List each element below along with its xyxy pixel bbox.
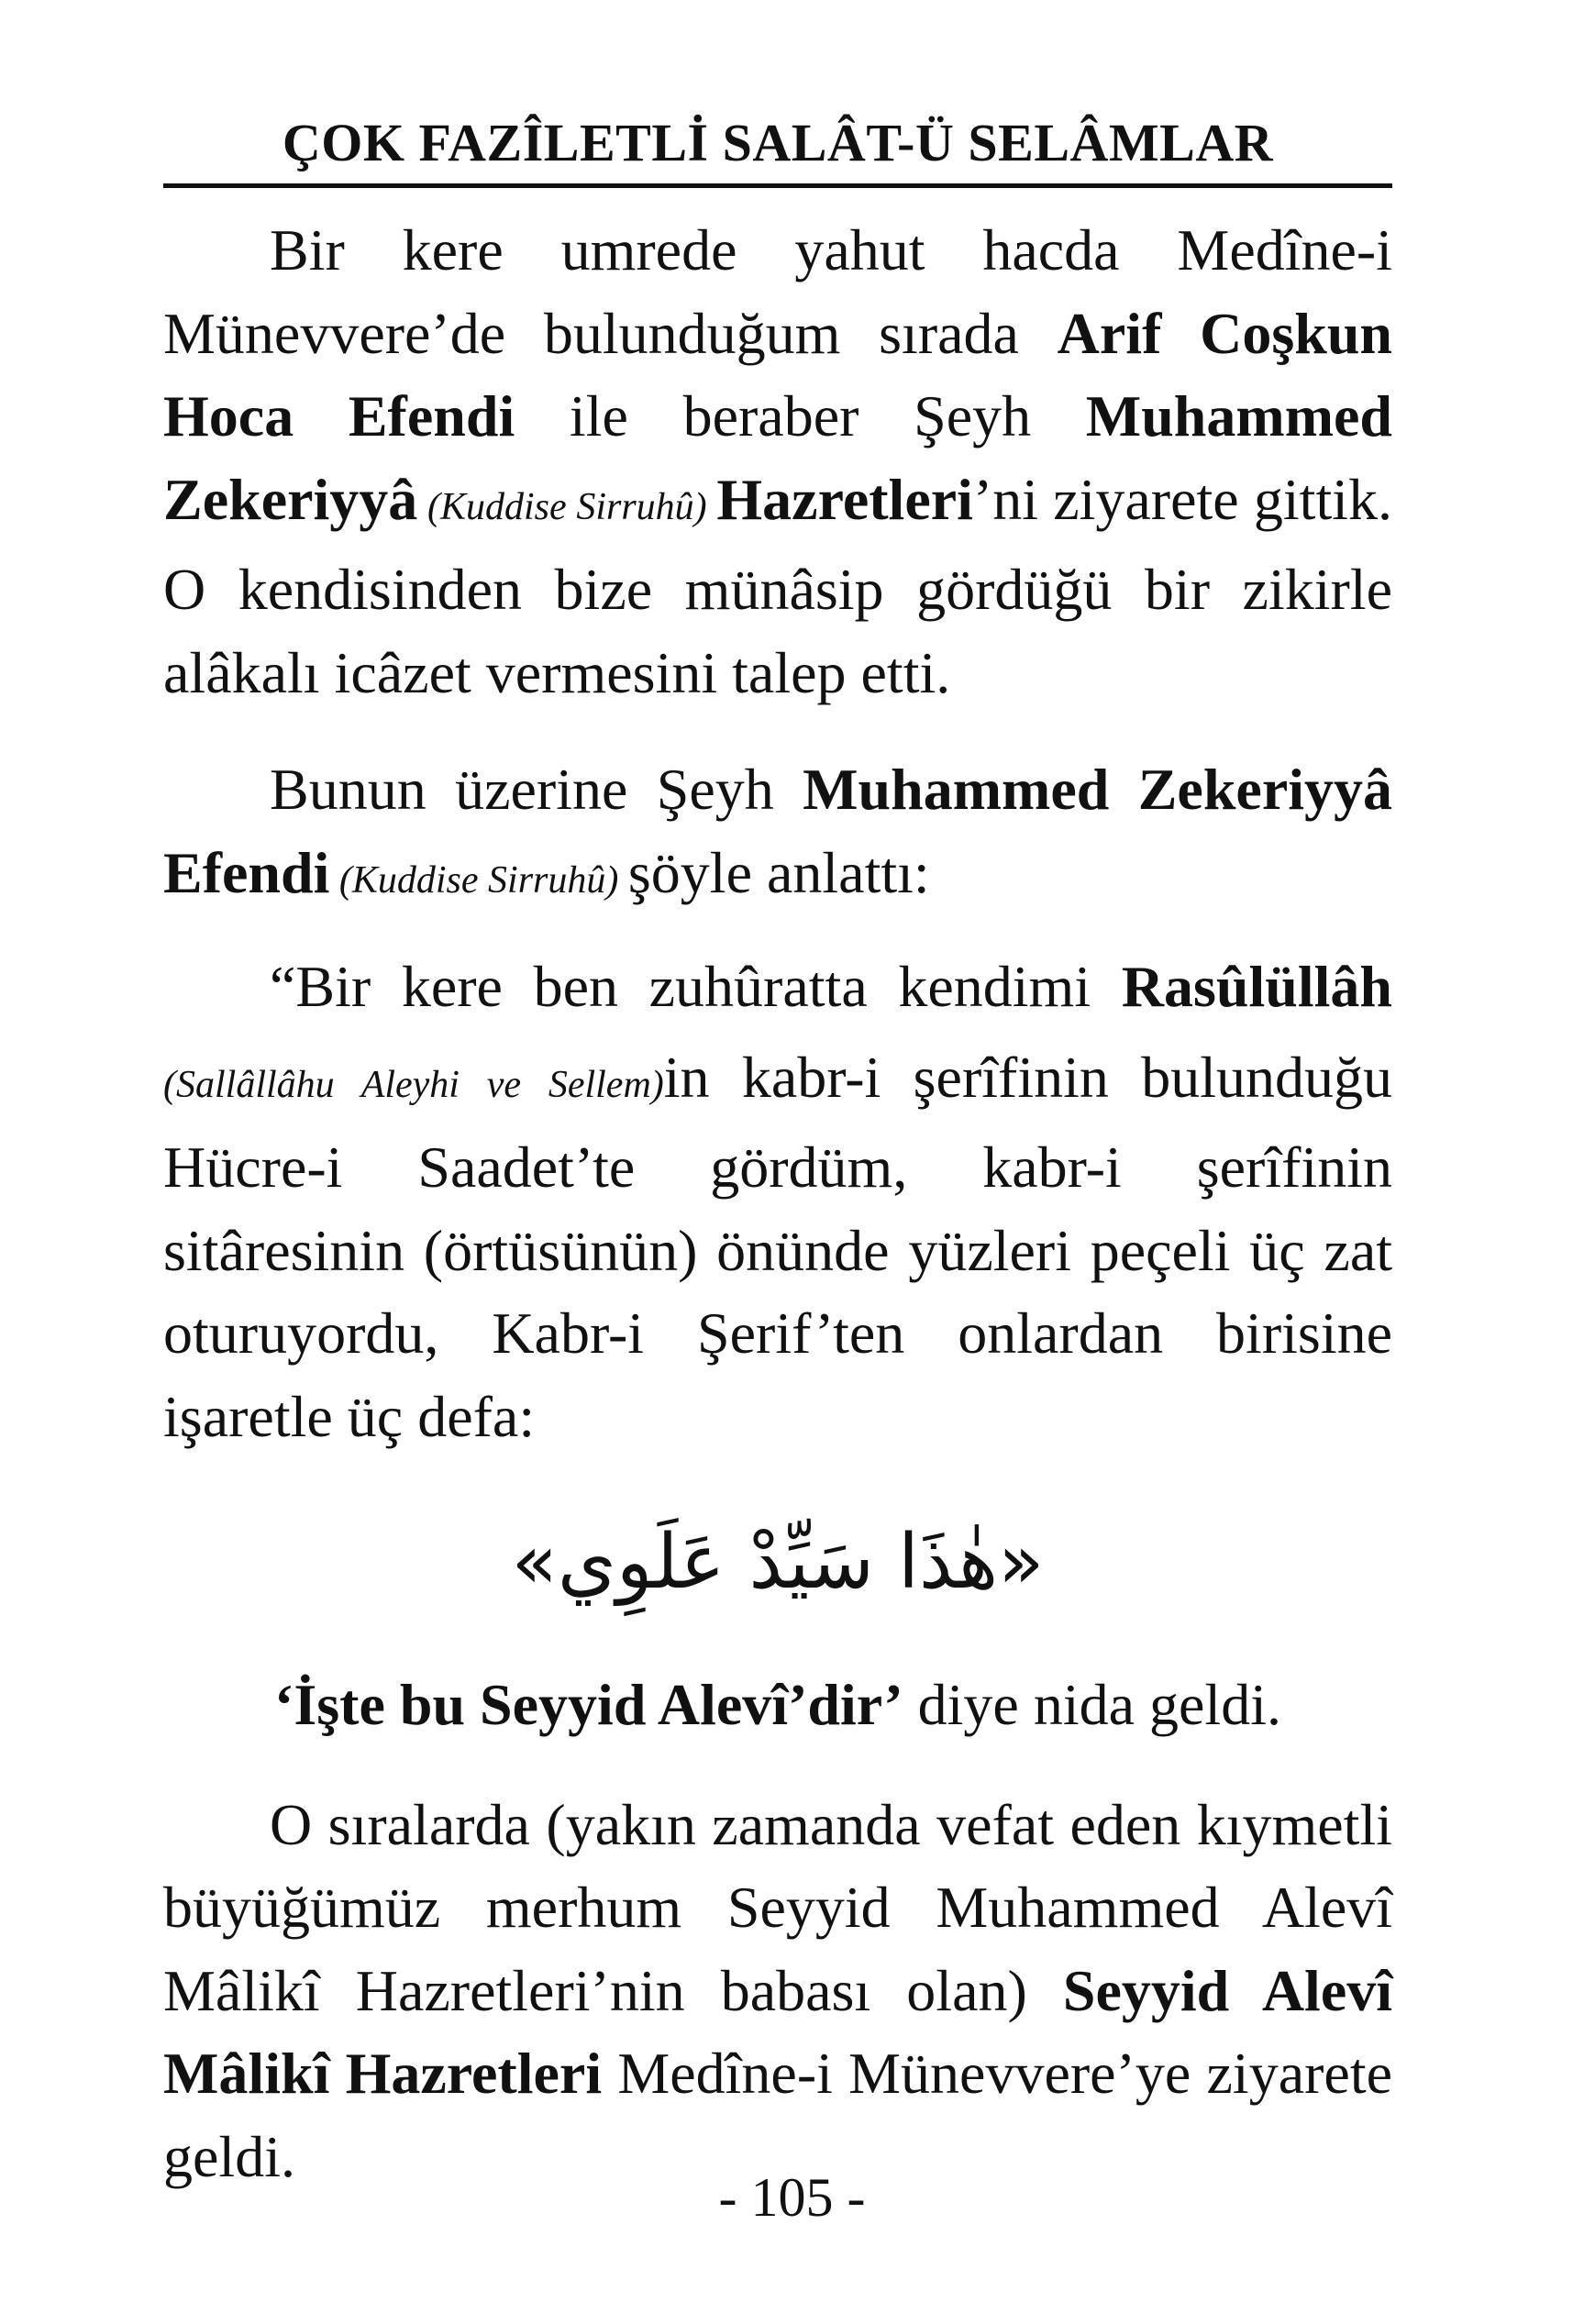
paragraph-4-text-1: diye nida geldi. [903,1672,1281,1737]
header-rule [163,183,1392,188]
paragraph-3-text-2: in kabr-i şerîfinin bulunduğu Hücre-i Saadet’te gördüm, kabr-i şerîfinin sitâresinin (örtüsünün) önünde yüzleri peçeli üç zat oturuyordu, Kabr-i Şerif’ten onlardan birisine işaretle üç defa: [163,1044,1392,1449]
page-number: - 105 - [718,2167,866,2228]
paragraph-2-honorific: (Kuddise Sirruhû) [329,858,628,902]
paragraph-1-text-3: ’ni ziyarete gittik. O kendisinden bize münâsip gördüğü bir zikirle alâkalı icâzet vermesini talep etti. [163,466,1393,705]
paragraph-2 [163,748,1392,922]
paragraph-5-text-2: Medîne-i Münevvere’ye ziyarete geldi. [163,2041,1392,2189]
page-body [163,209,1392,2198]
arabic-quote: «هٰذَا سَيِّدْ عَلَوِي» [511,1519,1045,1606]
paragraph-1 [163,209,1392,714]
paragraph-2-text-2: şöyle anlattı: [627,839,930,905]
paragraph-1-honorific: (Kuddise Sirruhû) [417,485,717,528]
paragraph-3-bold-1: Rasûlüllâh [1121,954,1392,1019]
paragraph-3 [163,946,1392,1458]
paragraph-5-bold-1: Seyyid Alevî Mâlikî Hazretleri [163,1957,1393,2106]
paragraph-1-bold-3: Hazretleri [716,466,973,532]
paragraph-4-bold-1: ‘İşte bu Seyyid Alevî’dir’ [274,1672,903,1737]
header-title: ÇOK FAZÎLETLİ SALÂT-Ü SELÂMLAR [282,113,1274,172]
paragraph-2-text-1: Bunun üzerine Şeyh [270,757,803,822]
paragraph-1-text-1: Bir kere umrede yahut hacda Medîne-i Münevvere’de bulunduğum sırada [163,217,1392,366]
paragraph-1-text-2: ile beraber Şeyh [515,383,1086,448]
paragraph-5 [163,1784,1392,2199]
paragraph-3-text-1: “Bir kere ben zuhûratta kendimi [270,954,1122,1019]
paragraph-3-honorific: (Sallâllâhu Aleyhi ve Sellem) [163,1063,664,1106]
paragraph-4 [163,1664,1392,1747]
paragraph-1-bold-2: Muhammed Zekeriyyâ [163,383,1393,532]
paragraph-2-bold-1: Muhammed Zekeriyyâ Efendi [163,757,1392,905]
paragraph-5-text-1: O sıralarda (yakın zamanda vefat eden kıymetli büyüğümüz merhum Seyyid Muhammed Alevî Mâlikî Hazretleri’nin babası olan) [163,1791,1392,2023]
running-header [163,108,1392,187]
paragraph-1-bold-1: Arif Coşkun Hoca Efendi [163,300,1393,448]
